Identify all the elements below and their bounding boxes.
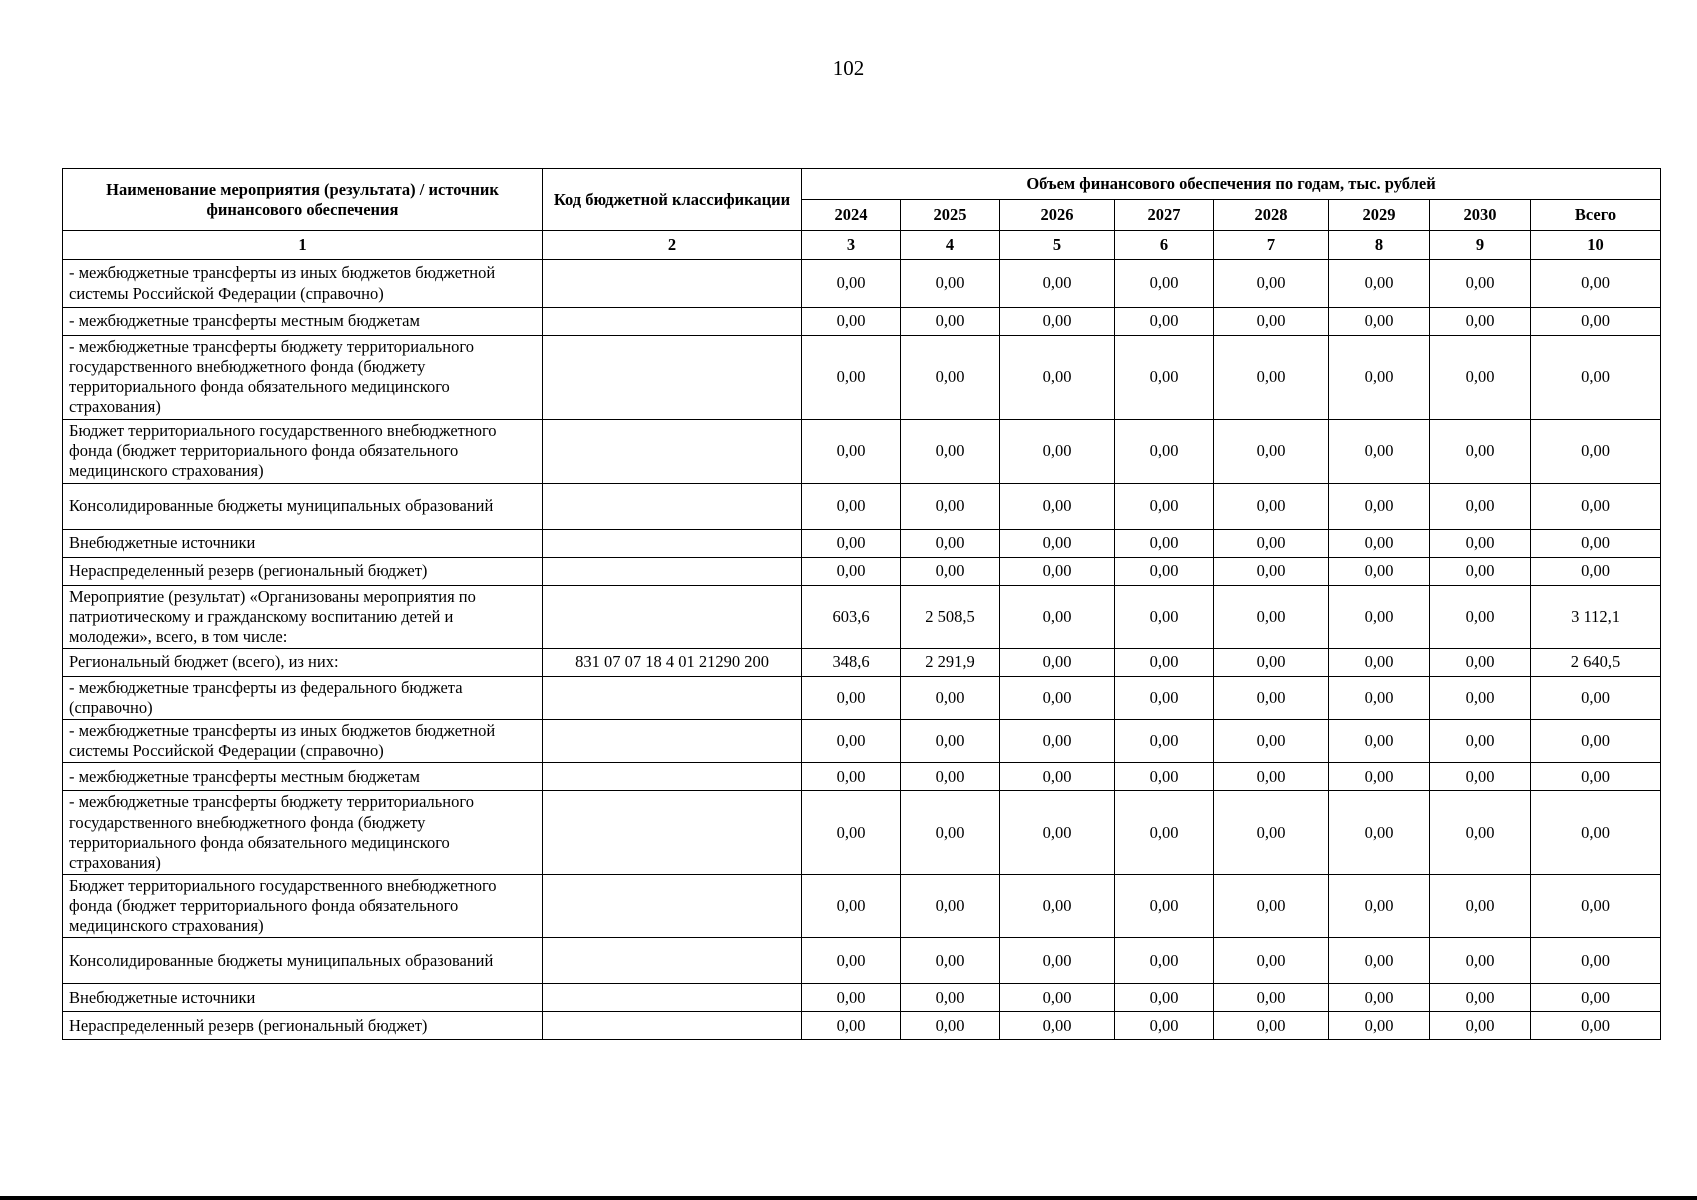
row-value-cell: 0,00 — [1430, 483, 1531, 529]
row-value-cell: 0,00 — [901, 791, 1000, 875]
row-value-cell: 0,00 — [901, 874, 1000, 937]
row-code-cell — [543, 874, 802, 937]
row-value-cell: 0,00 — [1000, 763, 1115, 791]
row-value-cell: 0,00 — [1531, 557, 1661, 585]
row-value-cell: 0,00 — [1000, 676, 1115, 719]
header-year-3: 2026 — [1000, 200, 1115, 231]
column-number-6: 6 — [1115, 231, 1214, 260]
row-value-cell: 0,00 — [1214, 336, 1329, 420]
row-value-cell: 0,00 — [1000, 557, 1115, 585]
column-number-2: 2 — [543, 231, 802, 260]
row-value-cell: 0,00 — [1329, 676, 1430, 719]
row-name-cell: Внебюджетные источники — [63, 529, 543, 557]
row-value-cell: 0,00 — [1531, 336, 1661, 420]
row-value-cell: 0,00 — [1430, 529, 1531, 557]
row-value-cell: 0,00 — [1000, 483, 1115, 529]
row-value-cell: 0,00 — [1531, 260, 1661, 308]
row-value-cell: 0,00 — [1329, 720, 1430, 763]
row-value-cell: 0,00 — [1214, 529, 1329, 557]
row-value-cell: 0,00 — [1430, 336, 1531, 420]
row-value-cell: 0,00 — [1214, 419, 1329, 483]
row-value-cell: 0,00 — [1329, 557, 1430, 585]
row-value-cell: 2 291,9 — [901, 648, 1000, 676]
row-value-cell: 0,00 — [901, 529, 1000, 557]
row-value-cell: 0,00 — [1430, 585, 1531, 648]
row-value-cell: 0,00 — [1430, 676, 1531, 719]
row-value-cell: 2 508,5 — [901, 585, 1000, 648]
row-value-cell: 0,00 — [901, 336, 1000, 420]
header-name-column: Наименование мероприятия (результата) / источник финансового обеспечения — [63, 169, 543, 231]
table-row — [63, 483, 1661, 529]
header-column-numbers-row — [63, 231, 1661, 260]
row-name-cell: Нераспределенный резерв (региональный бюджет) — [63, 557, 543, 585]
row-value-cell: 0,00 — [901, 720, 1000, 763]
row-value-cell: 0,00 — [1329, 529, 1430, 557]
row-value-cell: 0,00 — [1430, 720, 1531, 763]
row-name-cell: - межбюджетные трансферты местным бюджетам — [63, 763, 543, 791]
table-row — [63, 336, 1661, 420]
row-value-cell: 0,00 — [1531, 938, 1661, 984]
row-value-cell: 0,00 — [1115, 938, 1214, 984]
row-value-cell: 0,00 — [1329, 791, 1430, 875]
table-row — [63, 791, 1661, 875]
row-value-cell: 0,00 — [1000, 419, 1115, 483]
row-value-cell: 0,00 — [802, 874, 901, 937]
row-value-cell: 0,00 — [1214, 984, 1329, 1012]
row-value-cell: 0,00 — [1115, 984, 1214, 1012]
row-name-cell: Внебюджетные источники — [63, 984, 543, 1012]
table-row — [63, 260, 1661, 308]
row-value-cell: 0,00 — [1115, 791, 1214, 875]
row-code-cell — [543, 763, 802, 791]
row-value-cell: 0,00 — [1329, 984, 1430, 1012]
row-value-cell: 0,00 — [802, 308, 901, 336]
row-value-cell: 0,00 — [1329, 648, 1430, 676]
scan-bottom-edge — [0, 1196, 1697, 1200]
row-value-cell: 0,00 — [1115, 648, 1214, 676]
row-value-cell: 0,00 — [802, 260, 901, 308]
row-value-cell: 0,00 — [1115, 308, 1214, 336]
row-value-cell: 0,00 — [1115, 557, 1214, 585]
row-name-cell: Консолидированные бюджеты муниципальных образований — [63, 938, 543, 984]
row-value-cell: 0,00 — [1000, 529, 1115, 557]
row-value-cell: 0,00 — [1531, 874, 1661, 937]
row-name-cell: Консолидированные бюджеты муниципальных образований — [63, 483, 543, 529]
row-value-cell: 0,00 — [1115, 874, 1214, 937]
table-row — [63, 984, 1661, 1012]
row-value-cell: 0,00 — [1000, 984, 1115, 1012]
row-code-cell — [543, 1012, 802, 1040]
table-row — [63, 648, 1661, 676]
row-value-cell: 0,00 — [1214, 763, 1329, 791]
row-code-cell — [543, 308, 802, 336]
row-value-cell: 0,00 — [1430, 763, 1531, 791]
row-value-cell: 0,00 — [1329, 308, 1430, 336]
row-value-cell: 0,00 — [1531, 763, 1661, 791]
row-value-cell: 0,00 — [1115, 1012, 1214, 1040]
row-value-cell: 0,00 — [1000, 260, 1115, 308]
row-value-cell: 0,00 — [1531, 308, 1661, 336]
row-name-cell: Бюджет территориального государственного внебюджетного фонда (бюджет территориального фонда обязательного медицинского страхования) — [63, 874, 543, 937]
row-value-cell: 0,00 — [1430, 938, 1531, 984]
row-value-cell: 0,00 — [802, 529, 901, 557]
row-value-cell: 0,00 — [1329, 483, 1430, 529]
row-value-cell: 0,00 — [1115, 260, 1214, 308]
page-number: 102 — [832, 56, 865, 80]
row-value-cell: 0,00 — [1531, 791, 1661, 875]
row-value-cell: 0,00 — [1000, 791, 1115, 875]
column-number-10: 10 — [1531, 231, 1661, 260]
row-value-cell: 0,00 — [1430, 308, 1531, 336]
row-value-cell: 0,00 — [1214, 483, 1329, 529]
row-code-cell — [543, 938, 802, 984]
table-row — [63, 763, 1661, 791]
row-value-cell: 0,00 — [901, 419, 1000, 483]
row-value-cell: 0,00 — [1329, 585, 1430, 648]
row-value-cell: 0,00 — [1430, 791, 1531, 875]
row-name-cell: Мероприятие (результат) «Организованы мероприятия по патриотическому и гражданскому воспитанию детей и молодежи», всего, в том числе: — [63, 585, 543, 648]
row-value-cell: 0,00 — [901, 938, 1000, 984]
row-value-cell: 0,00 — [901, 763, 1000, 791]
row-value-cell: 0,00 — [1531, 676, 1661, 719]
row-value-cell: 0,00 — [1214, 676, 1329, 719]
header-year-6: 2029 — [1329, 200, 1430, 231]
row-value-cell: 0,00 — [1115, 336, 1214, 420]
table-row — [63, 529, 1661, 557]
row-value-cell: 0,00 — [901, 308, 1000, 336]
row-value-cell: 0,00 — [1531, 1012, 1661, 1040]
row-value-cell: 0,00 — [1531, 529, 1661, 557]
row-value-cell: 0,00 — [1430, 557, 1531, 585]
header-year-7: 2030 — [1430, 200, 1531, 231]
row-value-cell: 0,00 — [901, 984, 1000, 1012]
row-value-cell: 0,00 — [1115, 585, 1214, 648]
row-code-cell — [543, 984, 802, 1012]
table-row — [63, 720, 1661, 763]
row-value-cell: 603,6 — [802, 585, 901, 648]
row-value-cell: 0,00 — [1115, 483, 1214, 529]
row-value-cell: 0,00 — [1000, 874, 1115, 937]
row-name-cell: Нераспределенный резерв (региональный бюджет) — [63, 1012, 543, 1040]
row-value-cell: 0,00 — [1531, 984, 1661, 1012]
row-value-cell: 0,00 — [1531, 419, 1661, 483]
row-code-cell — [543, 720, 802, 763]
row-name-cell: - межбюджетные трансферты из иных бюджетов бюджетной системы Российской Федерации (справочно) — [63, 720, 543, 763]
table-body — [63, 260, 1661, 1040]
row-name-cell: - межбюджетные трансферты местным бюджетам — [63, 308, 543, 336]
column-number-9: 9 — [1430, 231, 1531, 260]
header-year-1: 2024 — [802, 200, 901, 231]
row-code-cell — [543, 336, 802, 420]
row-value-cell: 0,00 — [1531, 483, 1661, 529]
header-volume-column: Объем финансового обеспечения по годам, тыс. рублей — [802, 169, 1661, 200]
row-value-cell: 0,00 — [1214, 1012, 1329, 1040]
row-value-cell: 0,00 — [1115, 529, 1214, 557]
row-value-cell: 0,00 — [1531, 720, 1661, 763]
row-name-cell: - межбюджетные трансферты бюджету территориального государственного внебюджетного фонда (бюджету территориального фонда обязательного медицинского страхования) — [63, 791, 543, 875]
row-value-cell: 0,00 — [901, 260, 1000, 308]
row-value-cell: 0,00 — [1214, 648, 1329, 676]
row-value-cell: 0,00 — [802, 483, 901, 529]
column-number-3: 3 — [802, 231, 901, 260]
row-code-cell — [543, 419, 802, 483]
row-value-cell: 0,00 — [802, 676, 901, 719]
row-value-cell: 0,00 — [802, 720, 901, 763]
row-value-cell: 0,00 — [1430, 419, 1531, 483]
table-row — [63, 585, 1661, 648]
row-value-cell: 348,6 — [802, 648, 901, 676]
row-value-cell: 0,00 — [1214, 557, 1329, 585]
row-code-cell: 831 07 07 18 4 01 21290 200 — [543, 648, 802, 676]
table-row — [63, 557, 1661, 585]
row-value-cell: 0,00 — [1000, 1012, 1115, 1040]
header-year-5: 2028 — [1214, 200, 1329, 231]
row-value-cell: 0,00 — [802, 557, 901, 585]
row-value-cell: 0,00 — [1430, 984, 1531, 1012]
row-value-cell: 0,00 — [1115, 676, 1214, 719]
row-value-cell: 0,00 — [1329, 874, 1430, 937]
row-value-cell: 0,00 — [1000, 336, 1115, 420]
row-code-cell — [543, 260, 802, 308]
row-value-cell: 0,00 — [802, 791, 901, 875]
table-row — [63, 874, 1661, 937]
row-value-cell: 0,00 — [1430, 874, 1531, 937]
row-value-cell: 0,00 — [1214, 938, 1329, 984]
row-value-cell: 0,00 — [1214, 874, 1329, 937]
table-row — [63, 419, 1661, 483]
row-value-cell: 0,00 — [1214, 260, 1329, 308]
column-number-8: 8 — [1329, 231, 1430, 260]
row-value-cell: 3 112,1 — [1531, 585, 1661, 648]
row-name-cell: Региональный бюджет (всего), из них: — [63, 648, 543, 676]
row-value-cell: 0,00 — [901, 483, 1000, 529]
row-value-cell: 0,00 — [1000, 585, 1115, 648]
row-value-cell: 0,00 — [1214, 308, 1329, 336]
column-number-7: 7 — [1214, 231, 1329, 260]
row-value-cell: 0,00 — [1000, 720, 1115, 763]
column-number-5: 5 — [1000, 231, 1115, 260]
row-value-cell: 0,00 — [1000, 938, 1115, 984]
column-number-1: 1 — [63, 231, 543, 260]
row-value-cell: 2 640,5 — [1531, 648, 1661, 676]
row-value-cell: 0,00 — [1214, 720, 1329, 763]
row-value-cell: 0,00 — [802, 984, 901, 1012]
table-row — [63, 1012, 1661, 1040]
row-code-cell — [543, 791, 802, 875]
row-value-cell: 0,00 — [1115, 720, 1214, 763]
column-number-4: 4 — [901, 231, 1000, 260]
row-code-cell — [543, 557, 802, 585]
row-value-cell: 0,00 — [901, 676, 1000, 719]
row-name-cell: - межбюджетные трансферты бюджету территориального государственного внебюджетного фонда (бюджету территориального фонда обязательного медицинского страхования) — [63, 336, 543, 420]
row-value-cell: 0,00 — [802, 336, 901, 420]
table-row — [63, 676, 1661, 719]
row-value-cell: 0,00 — [1329, 260, 1430, 308]
row-value-cell: 0,00 — [1329, 1012, 1430, 1040]
table-row — [63, 938, 1661, 984]
row-value-cell: 0,00 — [1329, 938, 1430, 984]
row-value-cell: 0,00 — [901, 557, 1000, 585]
row-value-cell: 0,00 — [1214, 585, 1329, 648]
row-value-cell: 0,00 — [1430, 1012, 1531, 1040]
row-value-cell: 0,00 — [802, 1012, 901, 1040]
row-value-cell: 0,00 — [1329, 419, 1430, 483]
row-value-cell: 0,00 — [802, 938, 901, 984]
row-value-cell: 0,00 — [1329, 763, 1430, 791]
row-value-cell: 0,00 — [901, 1012, 1000, 1040]
row-value-cell: 0,00 — [1115, 763, 1214, 791]
row-name-cell: Бюджет территориального государственного внебюджетного фонда (бюджет территориального фонда обязательного медицинского страхования) — [63, 419, 543, 483]
header-year-4: 2027 — [1115, 200, 1214, 231]
row-value-cell: 0,00 — [802, 763, 901, 791]
header-year-2: 2025 — [901, 200, 1000, 231]
row-value-cell: 0,00 — [1430, 260, 1531, 308]
row-value-cell: 0,00 — [1329, 336, 1430, 420]
row-value-cell: 0,00 — [1430, 648, 1531, 676]
row-value-cell: 0,00 — [1000, 648, 1115, 676]
row-name-cell: - межбюджетные трансферты из иных бюджетов бюджетной системы Российской Федерации (справочно) — [63, 260, 543, 308]
financing-table — [62, 168, 1661, 1040]
header-year-8: Всего — [1531, 200, 1661, 231]
header-code-column: Код бюджетной классификации — [543, 169, 802, 231]
row-value-cell: 0,00 — [1115, 419, 1214, 483]
row-value-cell: 0,00 — [1000, 308, 1115, 336]
table-row — [63, 308, 1661, 336]
row-value-cell: 0,00 — [1214, 791, 1329, 875]
row-code-cell — [543, 676, 802, 719]
row-code-cell — [543, 483, 802, 529]
row-code-cell — [543, 529, 802, 557]
row-value-cell: 0,00 — [802, 419, 901, 483]
row-name-cell: - межбюджетные трансферты из федерального бюджета (справочно) — [63, 676, 543, 719]
row-code-cell — [543, 585, 802, 648]
